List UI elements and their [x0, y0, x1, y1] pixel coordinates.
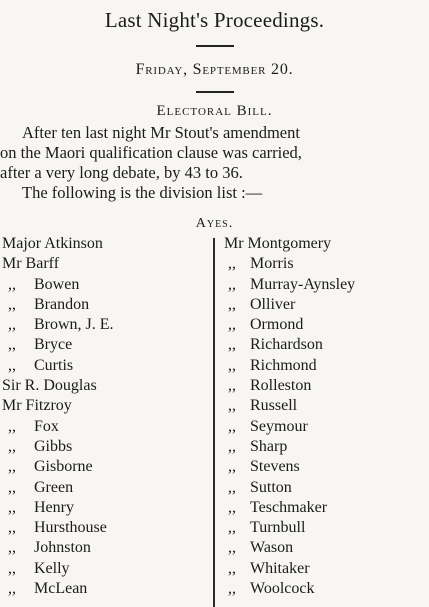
member-name: Brown, J. E.: [34, 316, 114, 334]
member-name-row: [2, 254, 114, 274]
member-name-row: [2, 315, 114, 335]
article-title: Last Night's Proceedings.: [104, 8, 325, 32]
ditto-mark: ,,: [228, 519, 236, 537]
ditto-mark: ,,: [228, 377, 236, 395]
member-name-row: [224, 478, 355, 498]
ditto-mark: ,,: [8, 498, 16, 516]
member-name-row: [224, 538, 355, 558]
ditto-mark: ,,: [228, 478, 236, 496]
ditto-mark: ,,: [228, 356, 236, 374]
member-name-row: [224, 518, 355, 538]
member-name-row: [2, 478, 114, 498]
ditto-mark: ,,: [228, 255, 236, 273]
ditto-mark: ,,: [8, 437, 16, 455]
member-name: Murray-Aynsley: [250, 275, 356, 293]
member-name: Turnbull: [250, 519, 306, 537]
paragraph-line: After ten last night Mr Stout's amendment: [22, 123, 300, 142]
member-name: Sharp: [250, 437, 288, 455]
member-name-row: [2, 457, 114, 477]
member-name: Stevens: [250, 458, 300, 476]
member-name: Green: [34, 478, 74, 496]
ditto-mark: ,,: [8, 295, 16, 313]
ditto-mark: ,,: [228, 417, 236, 435]
ditto-mark: ,,: [228, 275, 236, 293]
member-name: Mr Montgomery: [224, 235, 332, 252]
member-name: Mr Barff: [2, 255, 60, 273]
ditto-mark: ,,: [8, 417, 16, 435]
paragraph-line: The following is the division list :—: [22, 183, 263, 202]
member-name: Olliver: [250, 295, 296, 313]
member-name-row: [2, 417, 114, 437]
member-name: Richardson: [250, 336, 323, 354]
member-name: Fox: [34, 417, 59, 435]
column-divider: [213, 238, 215, 607]
section-subhead: Electoral Bill.: [156, 103, 273, 119]
member-name: Henry: [34, 498, 74, 516]
member-name-row: [224, 457, 355, 477]
member-name: Johnston: [34, 539, 91, 557]
member-name-row: [2, 376, 114, 396]
member-name: Bowen: [34, 275, 80, 293]
date-rule: [196, 91, 234, 93]
member-name-row: [224, 417, 355, 437]
member-name-row: [224, 275, 355, 295]
paragraph-line: on the Maori qualification clause was carried,: [0, 143, 302, 162]
ditto-mark: ,,: [228, 580, 236, 598]
ditto-mark: ,,: [8, 478, 16, 496]
member-name: Rolleston: [250, 377, 312, 395]
member-name: McLean: [34, 580, 88, 598]
paragraph-line: after a very long debate, by 43 to 36.: [0, 163, 243, 182]
ditto-mark: ,,: [228, 458, 236, 476]
member-name: Ormond: [250, 316, 304, 334]
member-name: Curtis: [34, 356, 74, 374]
member-name: Russell: [250, 397, 298, 415]
member-name: Richmond: [250, 356, 317, 374]
member-name: Woolcock: [250, 580, 315, 598]
ditto-mark: ,,: [8, 539, 16, 557]
ditto-mark: ,,: [8, 519, 16, 537]
ayes-right-column: [224, 234, 355, 599]
member-name: Teschmaker: [250, 498, 328, 516]
date-line: Friday, September 20.: [135, 61, 294, 78]
member-name-row: [224, 335, 355, 355]
member-name: Whitaker: [250, 559, 310, 577]
ditto-mark: ,,: [8, 356, 16, 374]
ditto-mark: ,,: [8, 458, 16, 476]
member-name: Major Atkinson: [2, 235, 103, 252]
member-name-row: [2, 295, 114, 315]
member-name: Sir R. Douglas: [2, 377, 97, 395]
member-name-row: [224, 315, 355, 335]
member-name-row: [2, 559, 114, 579]
ditto-mark: ,,: [8, 580, 16, 598]
member-name: Bryce: [34, 336, 73, 354]
member-name-row: [2, 275, 114, 295]
ayes-left-column: [2, 234, 114, 599]
ditto-mark: ,,: [228, 295, 236, 313]
member-name-row: [2, 335, 114, 355]
member-name-row: [224, 396, 355, 416]
member-name-row: [2, 356, 114, 376]
member-name-row: [2, 498, 114, 518]
member-name-row: [224, 376, 355, 396]
member-name-row: [224, 254, 355, 274]
member-name: Gisborne: [34, 458, 93, 476]
ditto-mark: ,,: [228, 397, 236, 415]
ditto-mark: ,,: [228, 437, 236, 455]
member-name-row: [2, 579, 114, 599]
ditto-mark: ,,: [228, 336, 236, 354]
member-name: Gibbs: [34, 437, 73, 455]
member-name-row: [224, 234, 355, 254]
title-rule: [196, 45, 234, 47]
ditto-mark: ,,: [228, 539, 236, 557]
member-name: Kelly: [34, 559, 70, 577]
member-name-row: [224, 356, 355, 376]
ditto-mark: ,,: [228, 559, 236, 577]
member-name: Seymour: [250, 417, 308, 435]
member-name-row: [224, 437, 355, 457]
member-name-row: [2, 437, 114, 457]
member-name: Wason: [250, 539, 294, 557]
member-name-row: [2, 396, 114, 416]
member-name-row: [2, 518, 114, 538]
member-name: Sutton: [250, 478, 292, 496]
member-name-row: [2, 234, 114, 254]
ditto-mark: ,,: [8, 336, 16, 354]
member-name-row: [2, 538, 114, 558]
ditto-mark: ,,: [8, 559, 16, 577]
ditto-mark: ,,: [8, 275, 16, 293]
member-name-row: [224, 498, 355, 518]
ayes-heading: Ayes.: [195, 216, 234, 231]
member-name: Mr Fitzroy: [2, 397, 72, 415]
member-name: Hursthouse: [34, 519, 107, 537]
member-name: Brandon: [34, 295, 90, 313]
ditto-mark: ,,: [228, 498, 236, 516]
member-name-row: [224, 579, 355, 599]
member-name-row: [224, 295, 355, 315]
ditto-mark: ,,: [8, 316, 16, 334]
member-name: Morris: [250, 255, 294, 273]
member-name-row: [224, 559, 355, 579]
ditto-mark: ,,: [228, 316, 236, 334]
